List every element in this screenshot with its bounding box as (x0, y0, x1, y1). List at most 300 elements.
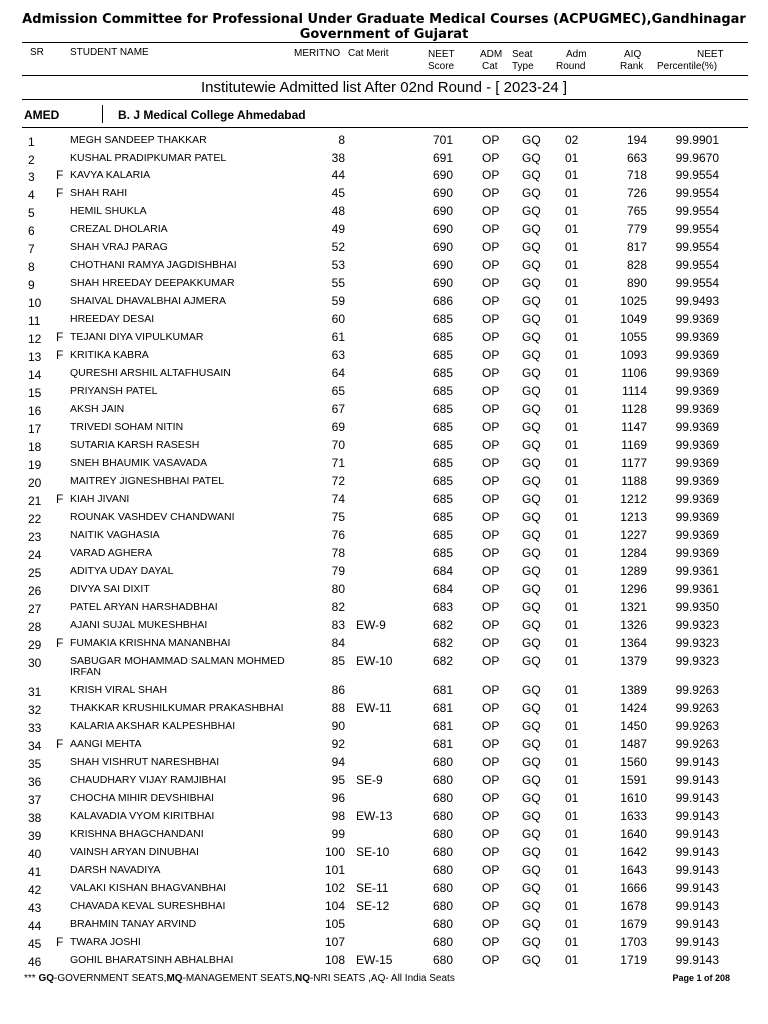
row-merit-no: 72 (331, 474, 345, 488)
document-title: Admission Committee for Professional Under Graduate Medical Courses (ACPUGMEC),Gandhinagar (22, 12, 746, 27)
footer-mq-text: -MANAGEMENT SEATS, (182, 973, 295, 984)
row-neet-percentile: 99.9263 (675, 719, 719, 733)
table-row (0, 420, 768, 438)
col-neet-percentile-1: NEET (697, 49, 724, 60)
row-neet-percentile: 99.9554 (675, 186, 719, 200)
row-sr: 14 (28, 368, 42, 382)
table-row (0, 133, 768, 151)
row-adm-cat: OP (482, 294, 500, 308)
row-adm-round: 01 (565, 168, 579, 182)
table-row (0, 899, 768, 917)
row-merit-no: 79 (331, 564, 345, 578)
row-adm-cat: OP (482, 528, 500, 542)
row-adm-cat: OP (482, 168, 500, 182)
row-merit-no: 53 (331, 258, 345, 272)
table-row (0, 618, 768, 636)
row-merit-no: 78 (331, 546, 345, 560)
table-row (0, 755, 768, 773)
row-seat-type: GQ (522, 294, 541, 308)
table-row (0, 528, 768, 546)
row-aiq-rank: 1114 (622, 384, 647, 398)
row-neet-percentile: 99.9361 (675, 582, 719, 596)
row-neet-percentile: 99.9263 (675, 737, 719, 751)
row-student-name: SUTARIA KARSH RASESH (70, 439, 200, 451)
row-neet-score: 685 (433, 492, 454, 506)
row-merit-no: 98 (331, 809, 345, 823)
row-merit-no: 90 (331, 719, 345, 733)
row-seat-type: GQ (522, 151, 541, 165)
row-adm-round: 01 (565, 276, 579, 290)
row-adm-cat: OP (482, 881, 500, 895)
col-student-name: STUDENT NAME (70, 47, 149, 58)
row-adm-round: 01 (565, 330, 579, 344)
row-gender: F (56, 348, 64, 362)
row-sr: 10 (28, 296, 42, 310)
row-sr: 26 (28, 584, 42, 598)
table-row (0, 917, 768, 935)
row-seat-type: GQ (522, 863, 541, 877)
row-adm-cat: OP (482, 917, 500, 931)
row-aiq-rank: 194 (626, 133, 647, 147)
row-sr: 5 (28, 206, 35, 220)
row-merit-no: 84 (331, 636, 345, 650)
row-adm-round: 01 (565, 935, 579, 949)
row-neet-score: 685 (433, 456, 454, 470)
row-neet-score: 681 (433, 701, 454, 715)
row-neet-score: 682 (433, 636, 454, 650)
row-neet-percentile: 99.9369 (675, 420, 719, 434)
row-neet-percentile: 99.9350 (675, 600, 719, 614)
row-seat-type: GQ (522, 312, 541, 326)
row-merit-no: 49 (331, 222, 345, 236)
row-aiq-rank: 1296 (620, 582, 647, 596)
row-sr: 25 (28, 566, 42, 580)
row-seat-type: GQ (522, 600, 541, 614)
row-merit-no: 64 (331, 366, 345, 380)
row-student-name: DARSH NAVADIYA (70, 864, 161, 876)
row-neet-percentile: 99.9369 (675, 492, 719, 506)
row-adm-round: 02 (565, 133, 579, 147)
row-neet-percentile: 99.9263 (675, 683, 719, 697)
row-sr: 20 (28, 476, 42, 490)
row-adm-round: 01 (565, 420, 579, 434)
row-neet-percentile: 99.9369 (675, 546, 719, 560)
table-row (0, 384, 768, 402)
row-adm-round: 01 (565, 582, 579, 596)
row-merit-no: 80 (331, 582, 345, 596)
table-row (0, 510, 768, 528)
row-aiq-rank: 1321 (620, 600, 647, 614)
row-sr: 19 (28, 458, 42, 472)
row-adm-cat: OP (482, 654, 500, 668)
row-merit-no: 45 (331, 186, 345, 200)
table-row (0, 312, 768, 330)
row-aiq-rank: 1719 (620, 953, 647, 967)
row-gender: F (56, 935, 64, 949)
row-student-name: SNEH BHAUMIK VASAVADA (70, 457, 208, 469)
row-student-name: TWARA JOSHI (70, 936, 141, 948)
row-neet-score: 685 (433, 474, 454, 488)
col-aiq-rank-2: Rank (620, 61, 644, 72)
table-row (0, 654, 768, 678)
table-row (0, 773, 768, 791)
row-adm-round: 01 (565, 791, 579, 805)
row-merit-no: 102 (324, 881, 345, 895)
row-neet-score: 680 (433, 863, 454, 877)
row-neet-score: 690 (433, 168, 454, 182)
row-sr: 11 (28, 314, 41, 328)
footer-legend (24, 973, 455, 984)
row-sr: 6 (28, 224, 35, 238)
row-aiq-rank: 1212 (620, 492, 647, 506)
table-row (0, 636, 768, 654)
row-adm-round: 01 (565, 845, 579, 859)
row-adm-round: 01 (565, 564, 579, 578)
row-student-name: DIVYA SAI DIXIT (70, 583, 150, 595)
row-aiq-rank: 1188 (621, 474, 647, 488)
row-neet-percentile: 99.9369 (675, 456, 719, 470)
row-aiq-rank: 1560 (620, 755, 647, 769)
row-seat-type: GQ (522, 438, 541, 452)
row-seat-type: GQ (522, 384, 541, 398)
row-adm-round: 01 (565, 258, 579, 272)
row-adm-cat: OP (482, 420, 500, 434)
table-row (0, 492, 768, 510)
row-neet-score: 685 (433, 330, 454, 344)
row-aiq-rank: 890 (626, 276, 647, 290)
col-seat-type-2: Type (512, 61, 534, 72)
row-seat-type: GQ (522, 809, 541, 823)
row-student-name: CHAVADA KEVAL SURESHBHAI (70, 900, 226, 912)
row-neet-percentile: 99.9554 (675, 222, 719, 236)
row-neet-percentile: 99.9554 (675, 240, 719, 254)
row-adm-cat: OP (482, 863, 500, 877)
row-sr: 35 (28, 757, 42, 771)
document-subtitle-government: Government of Gujarat (299, 27, 469, 42)
row-aiq-rank: 1487 (620, 737, 647, 751)
row-neet-percentile: 99.9493 (675, 294, 719, 308)
row-adm-round: 01 (565, 618, 579, 632)
row-adm-round: 01 (565, 456, 579, 470)
row-neet-score: 680 (433, 917, 454, 931)
row-adm-round: 01 (565, 151, 579, 165)
table-row (0, 863, 768, 881)
row-adm-round: 01 (565, 384, 579, 398)
row-cat-merit: EW-10 (356, 654, 393, 668)
row-aiq-rank: 817 (626, 240, 647, 254)
row-seat-type: GQ (522, 755, 541, 769)
row-neet-percentile: 99.9143 (675, 935, 719, 949)
row-merit-no: 70 (331, 438, 345, 452)
table-row (0, 186, 768, 204)
table-row (0, 546, 768, 564)
row-student-name: VAINSH ARYAN DINUBHAI (70, 846, 199, 858)
row-adm-cat: OP (482, 366, 500, 380)
row-neet-score: 685 (433, 510, 454, 524)
row-aiq-rank: 1450 (620, 719, 647, 733)
row-neet-percentile: 99.9901 (675, 133, 719, 147)
row-sr: 30 (28, 656, 42, 670)
row-adm-round: 01 (565, 683, 579, 697)
row-adm-cat: OP (482, 438, 500, 452)
row-aiq-rank: 663 (626, 151, 647, 165)
row-neet-percentile: 99.9143 (675, 773, 719, 787)
row-adm-round: 01 (565, 204, 579, 218)
row-neet-percentile: 99.9554 (675, 168, 719, 182)
row-adm-round: 01 (565, 186, 579, 200)
row-student-name: KRISHNA BHAGCHANDANI (70, 828, 204, 840)
row-sr: 27 (28, 602, 42, 616)
row-merit-no: 82 (331, 600, 345, 614)
row-sr: 21 (28, 494, 42, 508)
row-neet-score: 685 (433, 528, 454, 542)
row-seat-type: GQ (522, 133, 541, 147)
row-seat-type: GQ (522, 935, 541, 949)
row-gender: F (56, 186, 64, 200)
row-neet-percentile: 99.9369 (675, 366, 719, 380)
row-aiq-rank: 1364 (620, 636, 647, 650)
row-gender: F (56, 492, 64, 506)
row-merit-no: 94 (331, 755, 345, 769)
row-adm-cat: OP (482, 240, 500, 254)
row-sr: 16 (28, 404, 42, 418)
col-aiq-rank-1: AIQ (624, 49, 642, 60)
row-adm-cat: OP (482, 600, 500, 614)
row-seat-type: GQ (522, 492, 541, 506)
table-row (0, 168, 768, 186)
row-neet-score: 690 (433, 186, 454, 200)
row-merit-no: 75 (331, 510, 345, 524)
row-student-name: SHAH VRAJ PARAG (70, 241, 168, 253)
row-sr: 31 (28, 685, 42, 699)
table-row (0, 737, 768, 755)
row-student-name: SABUGAR MOHAMMAD SALMAN MOHMED (70, 655, 285, 667)
row-adm-cat: OP (482, 773, 500, 787)
col-adm-round-2: Round (556, 61, 586, 72)
row-adm-round: 01 (565, 809, 579, 823)
row-aiq-rank: 1610 (620, 791, 647, 805)
table-row (0, 204, 768, 222)
row-student-name: KUSHAL PRADIPKUMAR PATEL (70, 152, 227, 164)
row-adm-cat: OP (482, 755, 500, 769)
row-neet-percentile: 99.9369 (675, 330, 719, 344)
row-seat-type: GQ (522, 953, 541, 967)
table-row (0, 701, 768, 719)
table-row (0, 294, 768, 312)
row-seat-type: GQ (522, 636, 541, 650)
row-merit-no: 100 (324, 845, 345, 859)
row-merit-no: 85 (331, 654, 345, 668)
row-student-name: KRISH VIRAL SHAH (70, 684, 168, 696)
row-seat-type: GQ (522, 402, 541, 416)
row-adm-round: 01 (565, 881, 579, 895)
header-bottom-rule (22, 75, 748, 76)
table-row (0, 366, 768, 384)
row-merit-no: 48 (331, 204, 345, 218)
row-adm-cat: OP (482, 701, 500, 715)
table-row (0, 222, 768, 240)
row-student-name: FUMAKIA KRISHNA MANANBHAI (70, 637, 231, 649)
row-adm-round: 01 (565, 240, 579, 254)
row-neet-percentile: 99.9361 (675, 564, 719, 578)
subtitle-rule (22, 99, 748, 100)
row-student-name: AANGI MEHTA (70, 738, 142, 750)
row-adm-cat: OP (482, 133, 500, 147)
row-seat-type: GQ (522, 827, 541, 841)
row-neet-percentile: 99.9143 (675, 827, 719, 841)
row-seat-type: GQ (522, 420, 541, 434)
row-neet-score: 690 (433, 222, 454, 236)
row-sr: 44 (28, 919, 42, 933)
row-adm-cat: OP (482, 618, 500, 632)
row-aiq-rank: 726 (626, 186, 647, 200)
row-student-name-line2: IRFAN (70, 666, 101, 678)
row-student-name: MEGH SANDEEP THAKKAR (70, 134, 207, 146)
row-merit-no: 71 (331, 456, 345, 470)
row-student-name: THAKKAR KRUSHILKUMAR PRAKASHBHAI (70, 702, 284, 714)
row-neet-score: 685 (433, 438, 454, 452)
row-cat-merit: SE-12 (356, 899, 390, 913)
row-adm-cat: OP (482, 582, 500, 596)
row-merit-no: 55 (331, 276, 345, 290)
row-neet-score: 681 (433, 683, 454, 697)
row-adm-round: 01 (565, 773, 579, 787)
row-sr: 9 (28, 278, 35, 292)
row-adm-cat: OP (482, 204, 500, 218)
row-student-name: ADITYA UDAY DAYAL (70, 565, 174, 577)
row-sr: 24 (28, 548, 42, 562)
col-sr: SR (30, 47, 44, 58)
row-adm-cat: OP (482, 492, 500, 506)
row-seat-type: GQ (522, 701, 541, 715)
row-adm-round: 01 (565, 312, 579, 326)
row-neet-score: 681 (433, 737, 454, 751)
row-student-name: SHAH HREEDAY DEEPAKKUMAR (70, 277, 235, 289)
row-neet-percentile: 99.9323 (675, 618, 719, 632)
row-merit-no: 86 (331, 683, 345, 697)
row-seat-type: GQ (522, 546, 541, 560)
row-aiq-rank: 1642 (620, 845, 647, 859)
row-cat-merit: SE-10 (356, 845, 390, 859)
table-row (0, 683, 768, 701)
row-student-name: KALAVADIA VYOM KIRITBHAI (70, 810, 215, 822)
row-seat-type: GQ (522, 366, 541, 380)
row-student-name: NAITIK VAGHASIA (70, 529, 160, 541)
row-merit-no: 105 (324, 917, 345, 931)
row-neet-score: 690 (433, 276, 454, 290)
row-gender: F (56, 737, 64, 751)
row-neet-score: 680 (433, 953, 454, 967)
row-seat-type: GQ (522, 204, 541, 218)
row-merit-no: 99 (331, 827, 345, 841)
row-aiq-rank: 779 (626, 222, 647, 236)
footer-gq-text: -GOVERNMENT SEATS, (54, 973, 167, 984)
row-aiq-rank: 1633 (620, 809, 647, 823)
row-neet-percentile: 99.9323 (675, 636, 719, 650)
row-neet-percentile: 99.9143 (675, 953, 719, 967)
row-neet-score: 683 (433, 600, 454, 614)
row-merit-no: 67 (331, 402, 345, 416)
row-neet-percentile: 99.9369 (675, 474, 719, 488)
row-merit-no: 8 (338, 133, 345, 147)
row-seat-type: GQ (522, 654, 541, 668)
row-merit-no: 52 (331, 240, 345, 254)
row-seat-type: GQ (522, 618, 541, 632)
table-row (0, 600, 768, 618)
row-sr: 23 (28, 530, 42, 544)
row-aiq-rank: 1147 (621, 420, 647, 434)
row-adm-round: 01 (565, 737, 579, 751)
row-adm-cat: OP (482, 546, 500, 560)
table-row (0, 827, 768, 845)
row-neet-score: 691 (433, 151, 454, 165)
row-sr: 32 (28, 703, 42, 717)
row-seat-type: GQ (522, 737, 541, 751)
row-aiq-rank: 1049 (620, 312, 647, 326)
row-adm-round: 01 (565, 348, 579, 362)
row-adm-round: 01 (565, 636, 579, 650)
row-adm-cat: OP (482, 510, 500, 524)
footer-gq: GQ (38, 973, 55, 984)
row-student-name: TEJANI DIYA VIPULKUMAR (70, 331, 204, 343)
row-adm-cat: OP (482, 899, 500, 913)
row-student-name: KALARIA AKSHAR KALPESHBHAI (70, 720, 236, 732)
col-neet-score-1: NEET (428, 49, 455, 60)
row-cat-merit: EW-15 (356, 953, 393, 967)
row-student-name: ROUNAK VASHDEV CHANDWANI (70, 511, 235, 523)
row-sr: 18 (28, 440, 42, 454)
row-adm-cat: OP (482, 683, 500, 697)
row-merit-no: 108 (324, 953, 345, 967)
row-neet-percentile: 99.9143 (675, 755, 719, 769)
table-row (0, 330, 768, 348)
row-neet-score: 680 (433, 899, 454, 913)
row-neet-score: 680 (433, 827, 454, 841)
row-adm-round: 01 (565, 366, 579, 380)
row-neet-score: 681 (433, 719, 454, 733)
row-student-name: SHAH RAHI (70, 187, 128, 199)
row-adm-round: 01 (565, 528, 579, 542)
table-row (0, 935, 768, 953)
row-student-name: AKSH JAIN (70, 403, 125, 415)
table-row (0, 564, 768, 582)
row-adm-cat: OP (482, 222, 500, 236)
table-row (0, 456, 768, 474)
row-neet-percentile: 99.9323 (675, 654, 719, 668)
row-neet-score: 680 (433, 773, 454, 787)
college-separator (102, 105, 103, 123)
row-neet-score: 680 (433, 791, 454, 805)
row-neet-score: 680 (433, 809, 454, 823)
row-merit-no: 65 (331, 384, 345, 398)
row-sr: 22 (28, 512, 42, 526)
footer-mq: MQ (166, 973, 183, 984)
table-row (0, 582, 768, 600)
row-sr: 28 (28, 620, 42, 634)
row-sr: 15 (28, 386, 42, 400)
row-neet-percentile: 99.9369 (675, 384, 719, 398)
row-sr: 29 (28, 638, 42, 652)
row-adm-round: 01 (565, 546, 579, 560)
table-row (0, 438, 768, 456)
col-seat-type-1: Seat (512, 49, 533, 60)
table-row (0, 348, 768, 366)
row-aiq-rank: 1169 (621, 438, 647, 452)
row-adm-round: 01 (565, 492, 579, 506)
row-seat-type: GQ (522, 773, 541, 787)
row-student-name: BRAHMIN TANAY ARVIND (70, 918, 197, 930)
row-neet-percentile: 99.9369 (675, 510, 719, 524)
